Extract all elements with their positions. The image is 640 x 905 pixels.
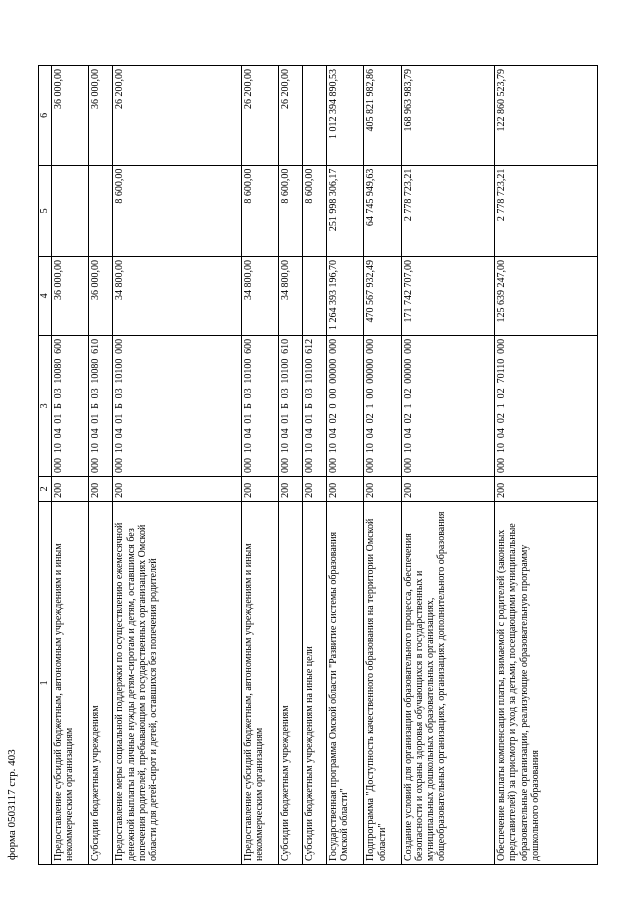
code-segment: 1 (496, 403, 508, 409)
row-unexecuted-amount-cell: 26 200,00 (113, 66, 241, 166)
code-segment: 10 (90, 443, 102, 454)
row-executed-amount-cell (89, 165, 113, 256)
column-header: 5 (39, 165, 52, 256)
row-classification-code-cell (495, 335, 598, 476)
row-executed-amount-cell: 8 600,00 (241, 165, 278, 256)
row-line-code-cell: 200 (401, 476, 494, 501)
row-name-cell: Подпрограмма "Доступность качественного образования на территории Омской области" (364, 501, 401, 864)
row-line-code-cell: 200 (302, 476, 326, 501)
classification-code (114, 339, 125, 473)
code-segment: 000 (496, 338, 508, 354)
row-classification-code-cell (52, 335, 89, 476)
code-segment: 10100 (279, 358, 291, 384)
row-approved-amount-cell: 36 000,00 (52, 256, 89, 335)
row-approved-amount-cell: 1 264 393 196,70 (326, 256, 363, 335)
code-segment: Б (90, 403, 102, 409)
row-name-cell: Предоставление субсидий бюджетным, автономным учреждениям и иным некоммерческим организациям (52, 501, 89, 864)
row-name-cell: Субсидии бюджетным учреждениям на иные цели (302, 501, 326, 864)
row-executed-amount-cell: 8 600,00 (278, 165, 302, 256)
code-segment: 03 (279, 388, 291, 399)
code-segment: 1 (365, 403, 377, 409)
row-unexecuted-amount-cell: 36 000,00 (52, 66, 89, 166)
code-segment: 03 (90, 388, 102, 399)
code-segment: 70110 (496, 358, 508, 384)
code-segment: 03 (114, 388, 126, 399)
code-segment: 600 (242, 338, 254, 354)
row-unexecuted-amount-cell: 405 821 982,86 (364, 66, 401, 166)
code-segment: 000 (53, 457, 64, 473)
table-row (89, 66, 113, 865)
code-segment: 10 (365, 443, 377, 454)
code-segment: 10100 (114, 358, 126, 384)
row-name-cell: Субсидии бюджетным учреждениям (89, 501, 113, 864)
code-segment: 01 (114, 413, 126, 424)
form-label: форма 0503117 стр. 403 (6, 749, 18, 860)
column-header: 1 (39, 501, 52, 864)
code-segment: 00 (365, 388, 377, 399)
row-classification-code-cell (401, 335, 494, 476)
row-executed-amount-cell (52, 165, 89, 256)
column-header: 6 (39, 66, 52, 166)
row-unexecuted-amount-cell: 1 012 394 890,53 (326, 66, 363, 166)
code-segment: 04 (114, 428, 126, 439)
row-executed-amount-cell: 8 600,00 (113, 165, 241, 256)
code-segment: 1 (402, 403, 414, 409)
code-segment: 04 (53, 428, 64, 439)
row-line-code-cell: 200 (113, 476, 241, 501)
code-segment: 04 (303, 428, 315, 439)
code-segment: 02 (327, 413, 339, 424)
code-segment: 000 (365, 457, 377, 473)
code-segment: 00000 (365, 358, 377, 384)
code-segment: 000 (327, 457, 339, 473)
row-approved-amount-cell (302, 256, 326, 335)
table-row (52, 66, 89, 865)
row-unexecuted-amount-cell: 36 000,00 (89, 66, 113, 166)
code-segment: 612 (303, 338, 315, 354)
code-segment: 10080 (53, 358, 64, 384)
row-approved-amount-cell: 34 800,00 (113, 256, 241, 335)
row-executed-amount-cell: 64 745 949,63 (364, 165, 401, 256)
row-classification-code-cell (364, 335, 401, 476)
row-unexecuted-amount-cell: 122 860 523,79 (495, 66, 598, 166)
code-segment: Б (114, 403, 126, 409)
table-header-row (39, 66, 52, 865)
row-classification-code-cell (241, 335, 278, 476)
table-row (401, 66, 494, 865)
row-executed-amount-cell: 2 778 723,21 (401, 165, 494, 256)
column-header: 3 (39, 335, 52, 476)
code-segment: Б (242, 403, 254, 409)
row-name-cell: Предоставление меры социальной поддержки по осуществлению ежемесячной денежной выплаты на личные нужды детям-сиротам и детям, оставшимся без попечения родителей, пребывающим в государственных организациях Омской области для детей-сирот и детей, оставшихся без попечения родителей (113, 501, 241, 864)
row-name-cell: Обеспечение выплаты компенсации платы, взимаемой с родителей (законных представителей) за присмотр и уход за детьми, посещающими муниципальные образовательные организации, реализующие образовательную программу дошкольного образования (495, 501, 598, 864)
row-line-code-cell: 200 (278, 476, 302, 501)
code-segment: 04 (496, 428, 508, 439)
code-segment: 000 (303, 457, 315, 473)
classification-code (53, 339, 64, 473)
code-segment: 000 (90, 457, 102, 473)
code-segment: 02 (402, 388, 414, 399)
row-unexecuted-amount-cell: 26 200,00 (241, 66, 278, 166)
row-line-code-cell: 200 (52, 476, 89, 501)
classification-code (403, 339, 414, 473)
table-row (364, 66, 401, 865)
code-segment: 610 (279, 338, 291, 354)
code-segment: 0 (327, 403, 339, 409)
code-segment: 01 (90, 413, 102, 424)
code-segment: 01 (303, 413, 315, 424)
code-segment: Б (53, 403, 64, 409)
code-segment: 04 (365, 428, 377, 439)
code-segment: 10080 (90, 358, 102, 384)
code-segment: 03 (242, 388, 254, 399)
code-segment: 610 (90, 338, 102, 354)
row-unexecuted-amount-cell: 168 963 983,79 (401, 66, 494, 166)
row-executed-amount-cell: 8 600,00 (302, 165, 326, 256)
code-segment: 01 (279, 413, 291, 424)
row-classification-code-cell (302, 335, 326, 476)
code-segment: 000 (402, 457, 414, 473)
code-segment: 000 (114, 338, 126, 354)
classification-code (328, 339, 339, 473)
classification-code (365, 339, 376, 473)
code-segment: 10 (327, 443, 339, 454)
row-unexecuted-amount-cell: 26 200,00 (278, 66, 302, 166)
code-segment: 000 (327, 338, 339, 354)
classification-code (280, 339, 291, 473)
row-classification-code-cell (326, 335, 363, 476)
row-approved-amount-cell: 171 742 707,00 (401, 256, 494, 335)
code-segment: 600 (53, 338, 64, 354)
code-segment: 04 (90, 428, 102, 439)
code-segment: Б (303, 403, 315, 409)
classification-code (496, 339, 507, 473)
row-classification-code-cell (89, 335, 113, 476)
classification-code (243, 339, 254, 473)
row-classification-code-cell (278, 335, 302, 476)
code-segment: 10 (303, 443, 315, 454)
code-segment: 01 (53, 413, 64, 424)
code-segment: 02 (402, 413, 414, 424)
classification-code (90, 339, 101, 473)
column-header: 4 (39, 256, 52, 335)
code-segment: 10 (496, 443, 508, 454)
report-table-container (38, 65, 598, 865)
table-row (113, 66, 241, 865)
code-segment: 10100 (303, 358, 315, 384)
row-name-cell: Государственная программа Омской области "Развитие системы образования Омской области" (326, 501, 363, 864)
code-segment: Б (279, 403, 291, 409)
code-segment: 000 (496, 457, 508, 473)
code-segment: 03 (53, 388, 64, 399)
row-line-code-cell: 200 (364, 476, 401, 501)
code-segment: 04 (279, 428, 291, 439)
code-segment: 000 (242, 457, 254, 473)
table-row (241, 66, 278, 865)
code-segment: 00000 (402, 358, 414, 384)
row-line-code-cell: 200 (89, 476, 113, 501)
row-name-cell: Субсидии бюджетным учреждениям (278, 501, 302, 864)
row-approved-amount-cell: 34 800,00 (278, 256, 302, 335)
code-segment: 00 (327, 388, 339, 399)
row-line-code-cell: 200 (326, 476, 363, 501)
table-row (326, 66, 363, 865)
code-segment: 04 (242, 428, 254, 439)
code-segment: 04 (327, 428, 339, 439)
code-segment: 02 (365, 413, 377, 424)
row-line-code-cell: 200 (495, 476, 598, 501)
code-segment: 10 (279, 443, 291, 454)
row-approved-amount-cell: 125 639 247,00 (495, 256, 598, 335)
code-segment: 000 (279, 457, 291, 473)
code-segment: 000 (402, 338, 414, 354)
row-executed-amount-cell: 2 778 723,21 (495, 165, 598, 256)
row-executed-amount-cell: 251 998 306,17 (326, 165, 363, 256)
code-segment: 10 (402, 443, 414, 454)
code-segment: 04 (402, 428, 414, 439)
row-approved-amount-cell: 36 000,00 (89, 256, 113, 335)
row-name-cell: Предоставление субсидий бюджетным, автономным учреждениям и иным некоммерческим организациям (241, 501, 278, 864)
report-table (38, 65, 598, 865)
column-header: 2 (39, 476, 52, 501)
code-segment: 03 (303, 388, 315, 399)
row-line-code-cell: 200 (241, 476, 278, 501)
code-segment: 00000 (327, 358, 339, 384)
table-row (302, 66, 326, 865)
code-segment: 000 (365, 338, 377, 354)
row-approved-amount-cell: 470 567 932,49 (364, 256, 401, 335)
code-segment: 10 (242, 443, 254, 454)
row-name-cell: Создание условий для организации образовательного процесса, обеспечения безопасности и охраны здоровья обучающихся в государственных и муниципальных дошкольных образовательных организациях, общеобразовательных организациях, организациях дополнительного образования (401, 501, 494, 864)
classification-code (304, 339, 315, 473)
table-row (278, 66, 302, 865)
code-segment: 02 (496, 388, 508, 399)
code-segment: 10 (53, 443, 64, 454)
row-classification-code-cell (113, 335, 241, 476)
code-segment: 10100 (242, 358, 254, 384)
code-segment: 02 (496, 413, 508, 424)
code-segment: 000 (114, 457, 126, 473)
code-segment: 10 (114, 443, 126, 454)
code-segment: 01 (242, 413, 254, 424)
table-row (495, 66, 598, 865)
row-unexecuted-amount-cell (302, 66, 326, 166)
row-approved-amount-cell: 34 800,00 (241, 256, 278, 335)
